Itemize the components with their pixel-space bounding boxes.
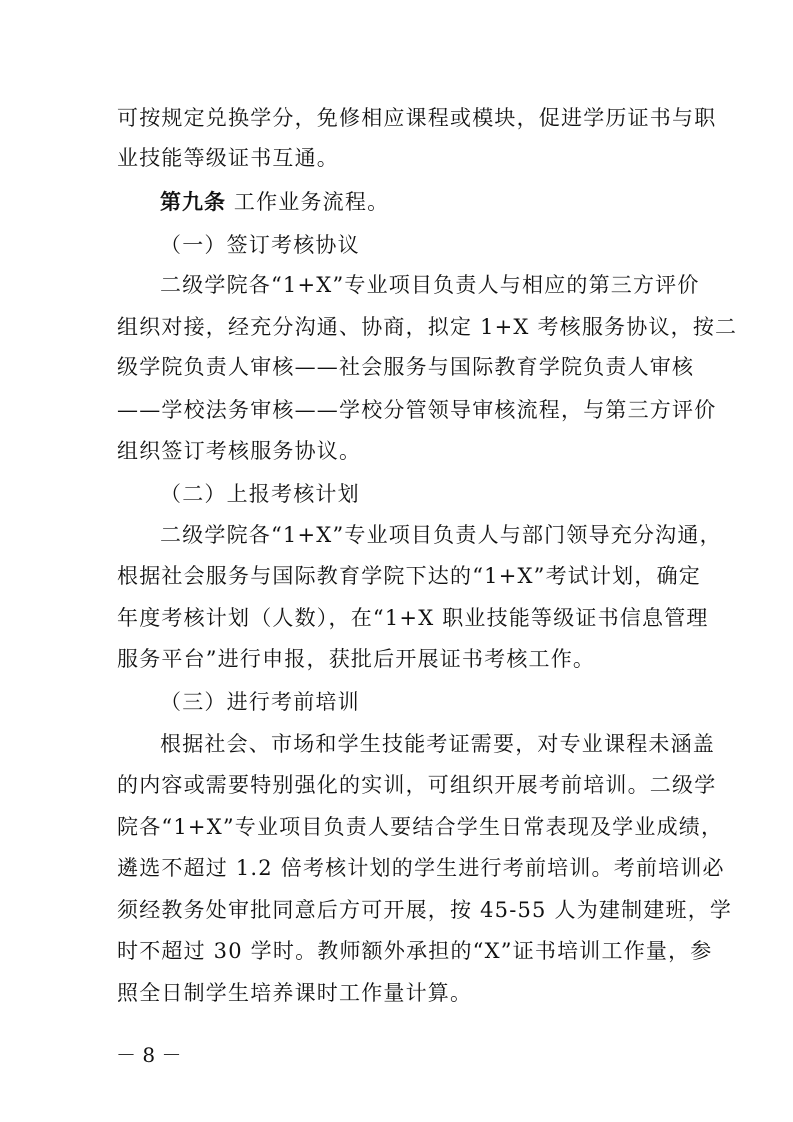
section-heading: （二）上报考核计划 <box>160 482 360 506</box>
paragraph-line: 时不超过 30 学时。教师额外承担的“X”证书培训工作量，参 <box>117 939 713 963</box>
article-number: 第九条 <box>160 190 226 214</box>
article-title: 工作业务流程。 <box>226 190 390 214</box>
paragraph-line: 照全日制学生培养课时工作量计算。 <box>117 981 473 1005</box>
article-heading-line <box>160 189 740 215</box>
paragraph-line: 根据社会、市场和学生技能考证需要，对专业课程未涵盖 <box>160 732 715 756</box>
paragraph-line: 业技能等级证书互通。 <box>117 146 339 170</box>
page-number: － 8 － <box>116 1043 182 1067</box>
section-heading: （一）签订考核协议 <box>160 233 360 257</box>
paragraph-line: 院各“1+X”专业项目负责人要结合学生日常表现及学业成绩， <box>117 815 724 839</box>
paragraph-line: ——学校法务审核——学校分管领导审核流程，与第三方评价 <box>117 398 717 422</box>
paragraph-line: 的内容或需要特别强化的实训，可组织开展考前培训。二级学 <box>117 773 717 797</box>
paragraph-line: 组织对接，经充分沟通、协商，拟定 1+X 考核服务协议，按二 <box>117 315 738 339</box>
paragraph-line: 遴选不超过 1.2 倍考核计划的学生进行考前培训。考前培训必 <box>117 856 725 880</box>
paragraph-line: 二级学院各“1+X”专业项目负责人与相应的第三方评价 <box>160 273 700 297</box>
paragraph-line: 组织签订考核服务协议。 <box>117 439 362 463</box>
paragraph-line: 服务平台”进行申报，获批后开展证书考核工作。 <box>117 647 596 671</box>
section-heading: （三）进行考前培训 <box>160 690 360 714</box>
paragraph-line: 二级学院各“1+X”专业项目负责人与部门领导充分沟通， <box>160 523 722 547</box>
paragraph-line: 年度考核计划（人数），在“1+X 职业技能等级证书信息管理 <box>117 606 709 630</box>
paragraph-line: 根据社会服务与国际教育学院下达的“1+X”考试计划，确定 <box>117 564 701 588</box>
paragraph-line: 须经教务处审批同意后方可开展，按 45-55 人为建制建班，学 <box>117 898 733 922</box>
paragraph-line: 级学院负责人审核——社会服务与国际教育学院负责人审核 <box>117 355 695 379</box>
paragraph-line: 可按规定兑换学分，免修相应课程或模块，促进学历证书与职 <box>117 106 717 130</box>
